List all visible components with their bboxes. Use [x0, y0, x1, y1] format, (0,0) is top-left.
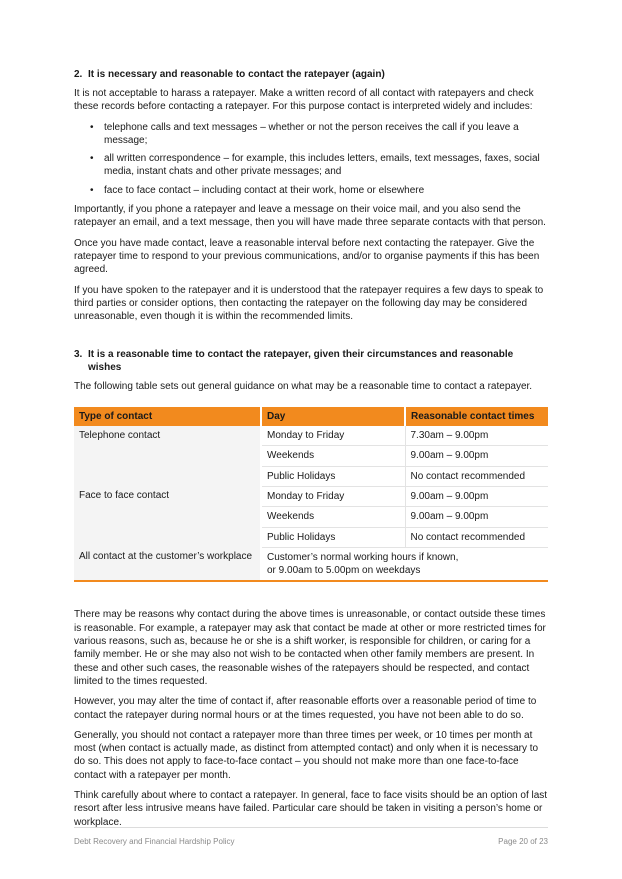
- time-cell: 9.00am – 9.00pm: [405, 486, 548, 506]
- section-3-number: 3.: [74, 349, 83, 361]
- list-item: • all written correspondence – for example, this includes letters, emails, text messages, faxes, social media, instant chats and other private messages; and: [90, 153, 540, 178]
- section-2-title: It is necessary and reasonable to contact the ratepayer (again): [88, 69, 385, 80]
- bullet-icon: •: [90, 184, 94, 196]
- section-3-paragraph: However, you may alter the time of contact if, after reasonable efforts over a reasonable period of time to contact the ratepayer during normal hours or at the times requested, you have not been able to do so.: [74, 696, 537, 721]
- section-3-heading: [74, 348, 548, 374]
- workplace-times-line: Customer’s normal working hours if known,: [267, 551, 459, 563]
- time-cell: 9.00am – 9.00pm: [405, 507, 548, 527]
- day-cell: Public Holidays: [261, 466, 405, 486]
- bullet-icon: •: [90, 153, 94, 165]
- day-cell: Public Holidays: [261, 527, 405, 547]
- time-cell: 9.00am – 9.00pm: [405, 446, 548, 466]
- workplace-times-cell: [261, 547, 548, 581]
- contact-type-cell: Face to face contact: [74, 486, 261, 547]
- section-2-heading: [74, 68, 548, 81]
- section-3-paragraph: There may be reasons why contact during the above times is unreasonable, or contact outside these times is reasonable. For example, a ratepayer may ask that contact be made at other or more restricted times for various reasons, such as, because he or she is a shift worker, is responsible for children, or caring for a family member. He or she may also not wish to be contacted when other family members are present. In these and other such cases, the reasonable wishes of the ratepayers should be respected, and contact limited to the times requested.: [74, 609, 546, 687]
- list-item: • face to face contact – including contact at their work, home or elsewhere: [90, 184, 425, 196]
- section-3-intro: The following table sets out general guidance on what may be a reasonable time to contact a ratepayer.: [74, 381, 533, 393]
- contact-types-list: [74, 121, 548, 197]
- workplace-times-line: or 9.00am to 5.00pm on weekdays: [267, 565, 421, 577]
- time-cell: No contact recommended: [405, 527, 548, 547]
- contact-times-table: [74, 407, 548, 583]
- table-row: [74, 547, 548, 581]
- section-3-paragraph: Generally, you should not contact a ratepayer more than three times per week, or 10 times per month at most (when contact is actually made, as distinct from attempted contact) and only when it is necessary to do so. This does not apply to face-to-face contact – you should not make more than one face-to-face contact with a ratepayer per month.: [74, 729, 539, 781]
- section-3-paragraph: Think carefully about where to contact a ratepayer. In general, face to face visits should be an option of last resort after less intrusive means have failed. Particular care should be taken in visiting a person’s home or workplace.: [74, 789, 548, 828]
- table-spacer: [74, 582, 548, 608]
- document-page: [74, 68, 548, 836]
- header-day: Day: [261, 407, 405, 426]
- time-cell: 7.30am – 9.00pm: [405, 426, 548, 446]
- header-contact-times: Reasonable contact times: [405, 407, 548, 426]
- section-2-number: 2.: [74, 69, 83, 80]
- section-spacer: [74, 330, 548, 348]
- contact-type-cell: Telephone contact: [74, 426, 261, 486]
- day-cell: Monday to Friday: [261, 426, 405, 446]
- header-type-of-contact: Type of contact: [74, 407, 261, 426]
- section-3-title: It is a reasonable time to contact the ratepayer, given their circumstances and reasonable wishes: [88, 349, 514, 374]
- contact-type-cell: All contact at the customer’s workplace: [74, 547, 261, 581]
- section-2-intro: It is not acceptable to harass a ratepayer. Make a written record of all contact with ratepayers and check these records before contacting a ratepayer. For this purpose contact is interpreted widely and includes:: [74, 88, 534, 113]
- footer-page-number: Page 20 of 23: [498, 837, 548, 846]
- table-header-row: [74, 407, 548, 426]
- bullet-icon: •: [90, 121, 94, 133]
- day-cell: Weekends: [261, 446, 405, 466]
- section-2-paragraph: Importantly, if you phone a ratepayer and leave a message on their voice mail, and you also send the ratepayer an email, and a text message, then you will have made three separate contacts with that person.: [74, 204, 546, 229]
- footer-document-title: Debt Recovery and Financial Hardship Policy: [74, 837, 235, 846]
- page-footer: [74, 827, 548, 846]
- table-row: [74, 486, 548, 506]
- day-cell: Weekends: [261, 507, 405, 527]
- day-cell: Monday to Friday: [261, 486, 405, 506]
- list-item: • telephone calls and text messages – whether or not the person receives the call if you leave a message;: [90, 121, 519, 146]
- time-cell: No contact recommended: [405, 466, 548, 486]
- section-2-paragraph: If you have spoken to the ratepayer and it is understood that the ratepayer requires a few days to speak to third parties or consider options, then contacting the ratepayer on the following day may be considered unreasonable, even though it is within the recommended limits.: [74, 284, 544, 323]
- table-row: [74, 426, 548, 446]
- section-2-paragraph: Once you have made contact, leave a reasonable interval before next contacting the ratepayer. Give the ratepayer time to respond to your previous communications, and/or to organise payments if this has been agreed.: [74, 237, 540, 276]
